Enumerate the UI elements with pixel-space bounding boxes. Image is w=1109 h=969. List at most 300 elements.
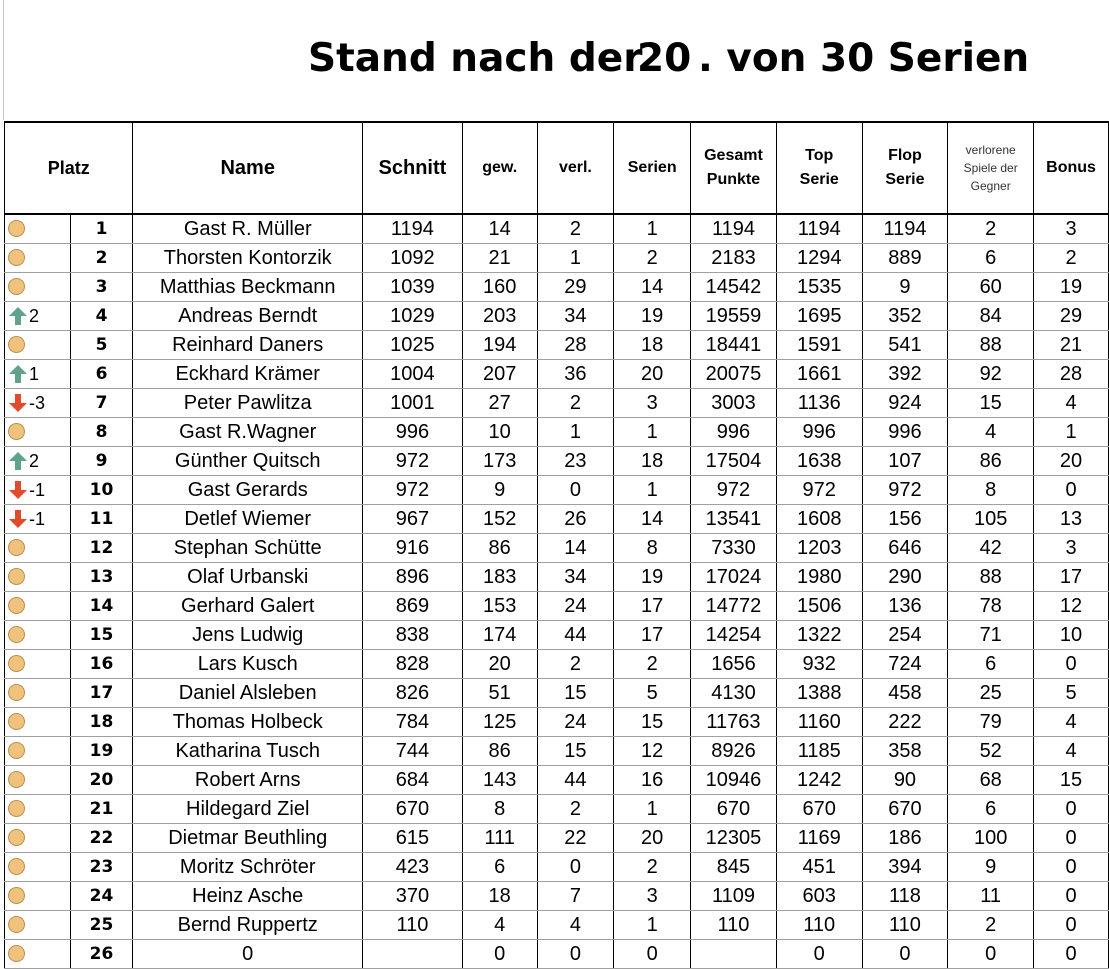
table-row: [5, 882, 1109, 911]
arrow-up-icon: [8, 451, 28, 471]
bonus-cell: 28: [1034, 360, 1109, 389]
circle-icon: [8, 568, 25, 585]
circle-icon: [8, 655, 25, 672]
circle-icon: [8, 800, 25, 817]
header-verlorene-line-3: Gegner: [970, 179, 1011, 193]
bonus-cell: 10: [1034, 621, 1109, 650]
table-row: [5, 273, 1109, 302]
verl-cell: 23: [537, 447, 614, 476]
serien-cell: 20: [614, 360, 691, 389]
trend-cell: [5, 476, 71, 505]
table-row: [5, 737, 1109, 766]
arrow-up-icon: [8, 364, 28, 384]
flop-cell: 394: [862, 853, 948, 882]
table-row: [5, 476, 1109, 505]
table-row: [5, 214, 1109, 244]
rank-change: -1: [29, 509, 46, 529]
name-cell: Heinz Asche: [133, 882, 363, 911]
schnitt-cell: 1194: [363, 214, 463, 244]
name-cell: Daniel Alsleben: [133, 679, 363, 708]
verl-cell: 15: [537, 679, 614, 708]
verl-cell: 15: [537, 737, 614, 766]
trend-cell: [5, 244, 71, 273]
schnitt-cell: 784: [363, 708, 463, 737]
table-row: [5, 244, 1109, 273]
top-cell: 1160: [776, 708, 862, 737]
top-cell: 670: [776, 795, 862, 824]
schnitt-cell: 972: [363, 476, 463, 505]
verl-cell: 2: [537, 389, 614, 418]
bonus-cell: 0: [1034, 650, 1109, 679]
serien-cell: 14: [614, 273, 691, 302]
rank-cell: 1: [70, 214, 133, 244]
circle-icon: [8, 887, 25, 904]
gesamt-cell: 7330: [691, 534, 777, 563]
schnitt-cell: 828: [363, 650, 463, 679]
header-verlorene-line-1: verlorene: [965, 143, 1016, 157]
flop-cell: 136: [862, 592, 948, 621]
name-cell: Günther Quitsch: [133, 447, 363, 476]
verl-cell: 22: [537, 824, 614, 853]
serien-cell: 17: [614, 592, 691, 621]
trend-cell: [5, 940, 71, 969]
title-series-number: 20: [637, 36, 692, 81]
circle-icon: [8, 829, 25, 846]
verlorene-cell: 2: [948, 911, 1034, 940]
table-row: [5, 679, 1109, 708]
gew-cell: 111: [462, 824, 537, 853]
trend-cell: [5, 505, 71, 534]
verlorene-cell: 68: [948, 766, 1034, 795]
table-row: [5, 911, 1109, 940]
name-cell: Thomas Holbeck: [133, 708, 363, 737]
serien-cell: 2: [614, 853, 691, 882]
flop-cell: 254: [862, 621, 948, 650]
name-cell: Gast R.Wagner: [133, 418, 363, 447]
name-cell: Bernd Ruppertz: [133, 911, 363, 940]
header-name: Name: [133, 122, 363, 214]
page-title: [0, 34, 1109, 84]
rank-change: -3: [29, 393, 46, 413]
rank-cell: 18: [70, 708, 133, 737]
trend-cell: [5, 447, 71, 476]
schnitt-cell: 744: [363, 737, 463, 766]
gew-cell: 8: [462, 795, 537, 824]
table-row: [5, 708, 1109, 737]
rank-cell: 12: [70, 534, 133, 563]
header-top-line-2: Serie: [799, 171, 839, 188]
gesamt-cell: 8926: [691, 737, 777, 766]
bonus-cell: 5: [1034, 679, 1109, 708]
verlorene-cell: 42: [948, 534, 1034, 563]
gew-cell: 173: [462, 447, 537, 476]
schnitt-cell: 615: [363, 824, 463, 853]
arrow-down-icon: [8, 393, 28, 413]
schnitt-cell: 826: [363, 679, 463, 708]
top-cell: 1169: [776, 824, 862, 853]
trend-cell: [5, 737, 71, 766]
top-cell: 451: [776, 853, 862, 882]
bonus-cell: 20: [1034, 447, 1109, 476]
verl-cell: 34: [537, 302, 614, 331]
name-cell: Gerhard Galert: [133, 592, 363, 621]
schnitt-cell: 684: [363, 766, 463, 795]
circle-icon: [8, 423, 25, 440]
name-cell: Olaf Urbanski: [133, 563, 363, 592]
verlorene-cell: 100: [948, 824, 1034, 853]
gew-cell: 125: [462, 708, 537, 737]
name-cell: Detlef Wiemer: [133, 505, 363, 534]
flop-cell: 646: [862, 534, 948, 563]
circle-icon: [8, 945, 25, 962]
gesamt-cell: 670: [691, 795, 777, 824]
gesamt-cell: 2183: [691, 244, 777, 273]
flop-cell: 110: [862, 911, 948, 940]
verlorene-cell: 8: [948, 476, 1034, 505]
gew-cell: 183: [462, 563, 537, 592]
name-cell: Jens Ludwig: [133, 621, 363, 650]
gew-cell: 207: [462, 360, 537, 389]
schnitt-cell: 1001: [363, 389, 463, 418]
serien-cell: 3: [614, 389, 691, 418]
trend-cell: [5, 331, 71, 360]
table-row: [5, 621, 1109, 650]
gesamt-cell: 4130: [691, 679, 777, 708]
table-row: [5, 592, 1109, 621]
serien-cell: 12: [614, 737, 691, 766]
top-cell: 1388: [776, 679, 862, 708]
rank-cell: 2: [70, 244, 133, 273]
name-cell: Peter Pawlitza: [133, 389, 363, 418]
table-row: [5, 360, 1109, 389]
gew-cell: 174: [462, 621, 537, 650]
bonus-cell: 13: [1034, 505, 1109, 534]
header-flop-line-2: Serie: [885, 171, 925, 188]
gesamt-cell: 1194: [691, 214, 777, 244]
gesamt-cell: 17024: [691, 563, 777, 592]
circle-icon: [8, 336, 25, 353]
gew-cell: 153: [462, 592, 537, 621]
gesamt-cell: 845: [691, 853, 777, 882]
rank-cell: 15: [70, 621, 133, 650]
circle-icon: [8, 742, 25, 759]
gew-cell: 51: [462, 679, 537, 708]
rank-cell: 5: [70, 331, 133, 360]
gew-cell: 203: [462, 302, 537, 331]
flop-cell: 724: [862, 650, 948, 679]
bonus-cell: 0: [1034, 795, 1109, 824]
flop-cell: 392: [862, 360, 948, 389]
verl-cell: 0: [537, 940, 614, 969]
table-body: [5, 214, 1109, 969]
trend-cell: [5, 679, 71, 708]
top-cell: 1591: [776, 331, 862, 360]
header-serien: Serien: [614, 122, 691, 214]
top-cell: 1203: [776, 534, 862, 563]
schnitt-cell: 896: [363, 563, 463, 592]
gesamt-cell: 18441: [691, 331, 777, 360]
schnitt-cell: 996: [363, 418, 463, 447]
top-cell: 1535: [776, 273, 862, 302]
header-gesamt-line-1: Gesamt: [704, 147, 763, 164]
trend-cell: [5, 708, 71, 737]
gesamt-cell: 110: [691, 911, 777, 940]
table-row: [5, 766, 1109, 795]
circle-icon: [8, 771, 25, 788]
rank-cell: 19: [70, 737, 133, 766]
gesamt-cell: 11763: [691, 708, 777, 737]
schnitt-cell: 972: [363, 447, 463, 476]
name-cell: Andreas Berndt: [133, 302, 363, 331]
gesamt-cell: 972: [691, 476, 777, 505]
gesamt-cell: 1109: [691, 882, 777, 911]
gesamt-cell: 1656: [691, 650, 777, 679]
name-cell: Gast R. Müller: [133, 214, 363, 244]
circle-icon: [8, 597, 25, 614]
rank-change: -1: [29, 480, 46, 500]
top-cell: 972: [776, 476, 862, 505]
gew-cell: 194: [462, 331, 537, 360]
table-row: [5, 534, 1109, 563]
gesamt-cell: 14542: [691, 273, 777, 302]
serien-cell: 1: [614, 418, 691, 447]
table-row: [5, 331, 1109, 360]
header-gesamt-punkte: [691, 122, 777, 214]
header-verl: verl.: [537, 122, 614, 214]
verlorene-cell: 52: [948, 737, 1034, 766]
top-cell: 1980: [776, 563, 862, 592]
serien-cell: 17: [614, 621, 691, 650]
arrow-down-icon: [8, 480, 28, 500]
verlorene-cell: 86: [948, 447, 1034, 476]
top-cell: 932: [776, 650, 862, 679]
arrow-up-icon: [8, 306, 28, 326]
schnitt-cell: 967: [363, 505, 463, 534]
top-cell: 1661: [776, 360, 862, 389]
trend-cell: [5, 766, 71, 795]
rank-cell: 16: [70, 650, 133, 679]
verlorene-cell: 25: [948, 679, 1034, 708]
circle-icon: [8, 278, 25, 295]
verlorene-cell: 0: [948, 940, 1034, 969]
gew-cell: 4: [462, 911, 537, 940]
verlorene-cell: 6: [948, 795, 1034, 824]
trend-cell: [5, 534, 71, 563]
gew-cell: 6: [462, 853, 537, 882]
title-part-1: Stand nach der: [308, 36, 643, 81]
verl-cell: 44: [537, 766, 614, 795]
verlorene-cell: 6: [948, 650, 1034, 679]
serien-cell: 1: [614, 476, 691, 505]
verl-cell: 4: [537, 911, 614, 940]
header-flop-line-1: Flop: [888, 147, 922, 164]
flop-cell: 924: [862, 389, 948, 418]
flop-cell: 156: [862, 505, 948, 534]
trend-cell: [5, 882, 71, 911]
verl-cell: 2: [537, 650, 614, 679]
bonus-cell: 2: [1034, 244, 1109, 273]
rank-cell: 10: [70, 476, 133, 505]
verlorene-cell: 92: [948, 360, 1034, 389]
bonus-cell: 4: [1034, 389, 1109, 418]
name-cell: Matthias Beckmann: [133, 273, 363, 302]
circle-icon: [8, 539, 25, 556]
flop-cell: 118: [862, 882, 948, 911]
gew-cell: 160: [462, 273, 537, 302]
serien-cell: 1: [614, 795, 691, 824]
top-cell: 1136: [776, 389, 862, 418]
rank-cell: 23: [70, 853, 133, 882]
header-verlorene-line-2: Spiele der: [963, 161, 1018, 175]
schnitt-cell: [363, 940, 463, 969]
bonus-cell: 3: [1034, 214, 1109, 244]
verl-cell: 7: [537, 882, 614, 911]
name-cell: Dietmar Beuthling: [133, 824, 363, 853]
top-cell: 1506: [776, 592, 862, 621]
serien-cell: 16: [614, 766, 691, 795]
gesamt-cell: 14254: [691, 621, 777, 650]
flop-cell: 90: [862, 766, 948, 795]
flop-cell: 1194: [862, 214, 948, 244]
trend-cell: [5, 389, 71, 418]
rank-cell: 24: [70, 882, 133, 911]
verl-cell: 2: [537, 795, 614, 824]
serien-cell: 18: [614, 447, 691, 476]
serien-cell: 20: [614, 824, 691, 853]
flop-cell: 996: [862, 418, 948, 447]
gew-cell: 86: [462, 534, 537, 563]
schnitt-cell: 1092: [363, 244, 463, 273]
schnitt-cell: 869: [363, 592, 463, 621]
trend-cell: [5, 214, 71, 244]
circle-icon: [8, 916, 25, 933]
verl-cell: 28: [537, 331, 614, 360]
verl-cell: 2: [537, 214, 614, 244]
table-row: [5, 505, 1109, 534]
title-part-3: . von 30 Serien: [698, 36, 1030, 81]
top-cell: 1194: [776, 214, 862, 244]
serien-cell: 8: [614, 534, 691, 563]
gesamt-cell: 3003: [691, 389, 777, 418]
top-cell: 1242: [776, 766, 862, 795]
verl-cell: 1: [537, 418, 614, 447]
bonus-cell: 1: [1034, 418, 1109, 447]
verlorene-cell: 88: [948, 331, 1034, 360]
gew-cell: 27: [462, 389, 537, 418]
trend-cell: [5, 302, 71, 331]
gew-cell: 0: [462, 940, 537, 969]
flop-cell: 107: [862, 447, 948, 476]
flop-cell: 670: [862, 795, 948, 824]
rank-cell: 4: [70, 302, 133, 331]
gesamt-cell: 13541: [691, 505, 777, 534]
verl-cell: 36: [537, 360, 614, 389]
verl-cell: 24: [537, 592, 614, 621]
bonus-cell: 0: [1034, 911, 1109, 940]
gesamt-cell: 12305: [691, 824, 777, 853]
rank-cell: 7: [70, 389, 133, 418]
table-row: [5, 389, 1109, 418]
gesamt-cell: 17504: [691, 447, 777, 476]
arrow-down-icon: [8, 509, 28, 529]
rank-change: 2: [29, 306, 40, 326]
table-row: [5, 940, 1109, 969]
name-cell: Eckhard Krämer: [133, 360, 363, 389]
name-cell: Stephan Schütte: [133, 534, 363, 563]
trend-cell: [5, 360, 71, 389]
schnitt-cell: 370: [363, 882, 463, 911]
header-flop-serie: [862, 122, 948, 214]
bonus-cell: 4: [1034, 708, 1109, 737]
schnitt-cell: 423: [363, 853, 463, 882]
gew-cell: 21: [462, 244, 537, 273]
verl-cell: 26: [537, 505, 614, 534]
bonus-cell: 21: [1034, 331, 1109, 360]
serien-cell: 0: [614, 940, 691, 969]
name-cell: Hildegard Ziel: [133, 795, 363, 824]
gesamt-cell: [691, 940, 777, 969]
serien-cell: 18: [614, 331, 691, 360]
rank-cell: 25: [70, 911, 133, 940]
serien-cell: 15: [614, 708, 691, 737]
top-cell: 996: [776, 418, 862, 447]
trend-cell: [5, 824, 71, 853]
verl-cell: 24: [537, 708, 614, 737]
table-row: [5, 853, 1109, 882]
header-top-serie: [776, 122, 862, 214]
header-platz: Platz: [5, 122, 133, 214]
serien-cell: 1: [614, 911, 691, 940]
name-cell: Reinhard Daners: [133, 331, 363, 360]
bonus-cell: 29: [1034, 302, 1109, 331]
name-cell: Moritz Schröter: [133, 853, 363, 882]
verlorene-cell: 9: [948, 853, 1034, 882]
rank-cell: 3: [70, 273, 133, 302]
verlorene-cell: 79: [948, 708, 1034, 737]
verlorene-cell: 15: [948, 389, 1034, 418]
table-row: [5, 650, 1109, 679]
header-verlorene-spiele: [948, 122, 1034, 214]
rank-cell: 22: [70, 824, 133, 853]
gew-cell: 9: [462, 476, 537, 505]
name-cell: Thorsten Kontorzik: [133, 244, 363, 273]
flop-cell: 972: [862, 476, 948, 505]
verl-cell: 1: [537, 244, 614, 273]
verlorene-cell: 11: [948, 882, 1034, 911]
rank-cell: 17: [70, 679, 133, 708]
verl-cell: 0: [537, 476, 614, 505]
serien-cell: 2: [614, 650, 691, 679]
serien-cell: 5: [614, 679, 691, 708]
verlorene-cell: 78: [948, 592, 1034, 621]
bonus-cell: 19: [1034, 273, 1109, 302]
trend-cell: [5, 853, 71, 882]
bonus-cell: 0: [1034, 476, 1109, 505]
trend-cell: [5, 621, 71, 650]
gesamt-cell: 20075: [691, 360, 777, 389]
top-cell: 110: [776, 911, 862, 940]
gesamt-cell: 19559: [691, 302, 777, 331]
flop-cell: 352: [862, 302, 948, 331]
bonus-cell: 3: [1034, 534, 1109, 563]
verlorene-cell: 2: [948, 214, 1034, 244]
serien-cell: 3: [614, 882, 691, 911]
rank-cell: 14: [70, 592, 133, 621]
gew-cell: 143: [462, 766, 537, 795]
bonus-cell: 15: [1034, 766, 1109, 795]
rank-cell: 11: [70, 505, 133, 534]
header-gesamt-line-2: Punkte: [706, 171, 761, 188]
